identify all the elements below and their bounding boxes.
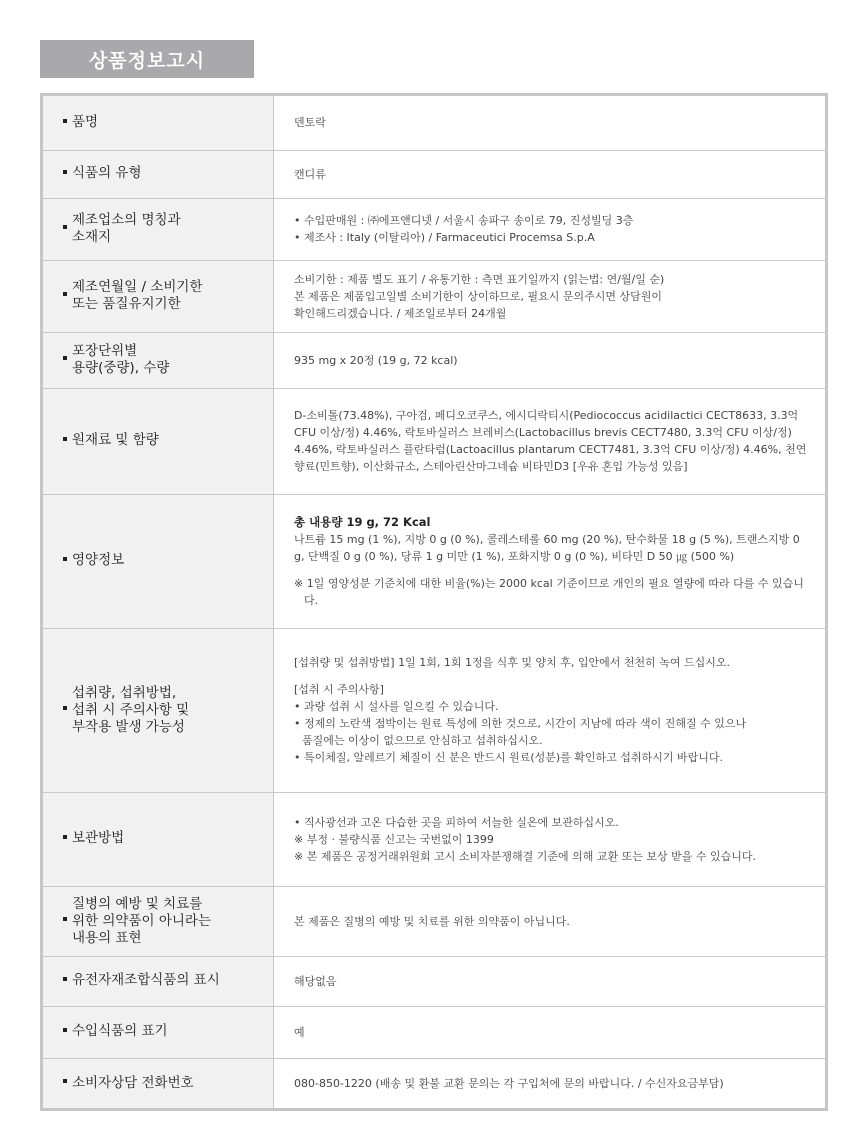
table-row [43, 494, 825, 628]
table-row [43, 1006, 825, 1058]
row-value: D-소비톨(73.48%), 구아검, 페디오코쿠스, 에시디락티시(Pediococcus acidilactici CECT8633, 3.3억 CFU 이상/정) 4.46%, 락토바실러스 브레비스(Lactobacillus brevis CECT7480, 3.3억 CFU 이상/정) 4.46%, 락토바실러스 플란타럼(Lactoacillus plantarum CECT7481, 3.3억 CFU 이상/정) 4.46%, 천연향료(민트향), 이산화규소, 스테아린산마그네슘 비타민D3 [우유 혼입 가능성 있음] [274, 388, 826, 494]
table-row [43, 956, 825, 1006]
bullet-icon [63, 977, 67, 981]
table-row [43, 96, 825, 150]
row-value: 예 [274, 1006, 826, 1058]
bullet-icon [63, 170, 67, 174]
bullet-icon [63, 225, 67, 229]
bullet-icon [63, 356, 67, 360]
row-label: 식품의 유형 [43, 150, 274, 198]
row-value: 소비기한 : 제품 별도 표기 / 유통기한 : 측면 표기일까지 (읽는법: 연/월/일 순) 본 제품은 제품입고일별 소비기한이 상이하므로, 필요시 문의주시면 상담원이 확인해드리겠습니다. / 제조일로부터 24개월 [274, 260, 826, 332]
bullet-icon [63, 917, 67, 921]
row-value: 935 mg x 20정 (19 g, 72 kcal) [274, 332, 826, 388]
bullet-icon [63, 437, 67, 441]
product-info-table [40, 93, 828, 1111]
bullet-icon [63, 292, 67, 296]
table-row [43, 628, 825, 792]
row-label: 품명 [43, 96, 274, 150]
row-value: 덴토락 [274, 96, 826, 150]
table-row [43, 1058, 825, 1108]
table-row [43, 886, 825, 956]
row-value: • 수입판매원 : ㈜에프앤디넷 / 서울시 송파구 송이로 79, 진성빌딩 3층 • 제조사 : Italy (이탈리아) / Farmaceutici Procemsa S.p.A [274, 198, 826, 260]
bullet-icon [63, 835, 67, 839]
table-row [43, 332, 825, 388]
row-label: 제조업소의 명칭과 소재지 [43, 198, 274, 260]
row-label: 소비자상담 전화번호 [43, 1058, 274, 1108]
row-label: 영양정보 [43, 494, 274, 628]
bullet-icon [63, 1028, 67, 1032]
row-label: 질병의 예방 및 치료를 위한 의약품이 아니라는 내용의 표현 [43, 886, 274, 956]
row-label: 섭취량, 섭취방법, 섭취 시 주의사항 및 부작용 발생 가능성 [43, 628, 274, 792]
nutrition-note: ※ 1일 영양성분 기준치에 대한 비율(%)는 2000 kcal 기준이므로 개인의 필요 열량에 따라 다를 수 있습니다. [294, 576, 804, 607]
bullet-icon [63, 1079, 67, 1083]
row-value: 080-850-1220 (배송 및 환불 교환 문의는 각 구입처에 문의 바랍니다. / 수신자요금부담) [294, 1076, 724, 1090]
table-row [43, 792, 825, 886]
table-row [43, 198, 825, 260]
row-label: 보관방법 [43, 792, 274, 886]
bullet-icon [63, 706, 67, 710]
row-value: 본 제품은 질병의 예방 및 치료를 위한 의약품이 아닙니다. [274, 886, 826, 956]
row-value: [섭취량 및 섭취방법] 1일 1회, 1회 1정을 식후 및 양치 후, 입안에서 천천히 녹여 드십시오. [섭취 시 주의사항] • 과량 섭취 시 설사를 일으킬 수 있습니다. • 정제의 노란색 점박이는 원료 특성에 의한 것으로, 시간이 지남에 따라 색이 진해질 수 있으나 품질에는 이상이 없으므로 안심하고 섭취하십시오. • 특이체질, 알레르기 체질이 신 분은 반드시 원료(성분)를 확인하고 섭취하시기 바랍니다. [274, 628, 826, 792]
row-value: 총 내용량 19 g, 72 Kcal 나트륨 15 mg (1 %), 지방 0 g (0 %), 콜레스테롤 60 mg (20 %), 탄수화물 18 g (5 %), 트랜스지방 0 g, 단백질 0 g (0 %), 당류 1 g 미만 (1 %), 포화지방 0 g (0 %), 비타민 D 50 ㎍ (500 %) ※ 1일 영양성분 기준치에 대한 비율(%)는 2000 kcal 기준이므로 개인의 필요 열량에 따라 다를 수 있습니다. [274, 494, 826, 628]
row-value: 캔디류 [274, 150, 826, 198]
bullet-icon [63, 119, 67, 123]
row-value: 해당없음 [274, 956, 826, 1006]
nutrition-heading: 총 내용량 19 g, 72 Kcal [294, 514, 431, 529]
row-value: • 직사광선과 고온 다습한 곳을 피하여 서늘한 실온에 보관하십시오. ※ 부정 · 불량식품 신고는 국번없이 1399 ※ 본 제품은 공정거래위원회 고시 소비자분쟁해결 기준에 의해 교환 또는 보상 받을 수 있습니다. [274, 792, 826, 886]
row-label: 제조연월일 / 소비기한 또는 품질유지기한 [43, 260, 274, 332]
row-label: 유전자재조합식품의 표시 [43, 956, 274, 1006]
row-label: 수입식품의 표기 [43, 1006, 274, 1058]
table-row [43, 260, 825, 332]
page-title: 상품정보고시 [40, 40, 254, 78]
bullet-icon [63, 557, 67, 561]
table-row [43, 388, 825, 494]
row-label: 원재료 및 함량 [43, 388, 274, 494]
table-row [43, 150, 825, 198]
row-label: 포장단위별 용량(중량), 수량 [43, 332, 274, 388]
